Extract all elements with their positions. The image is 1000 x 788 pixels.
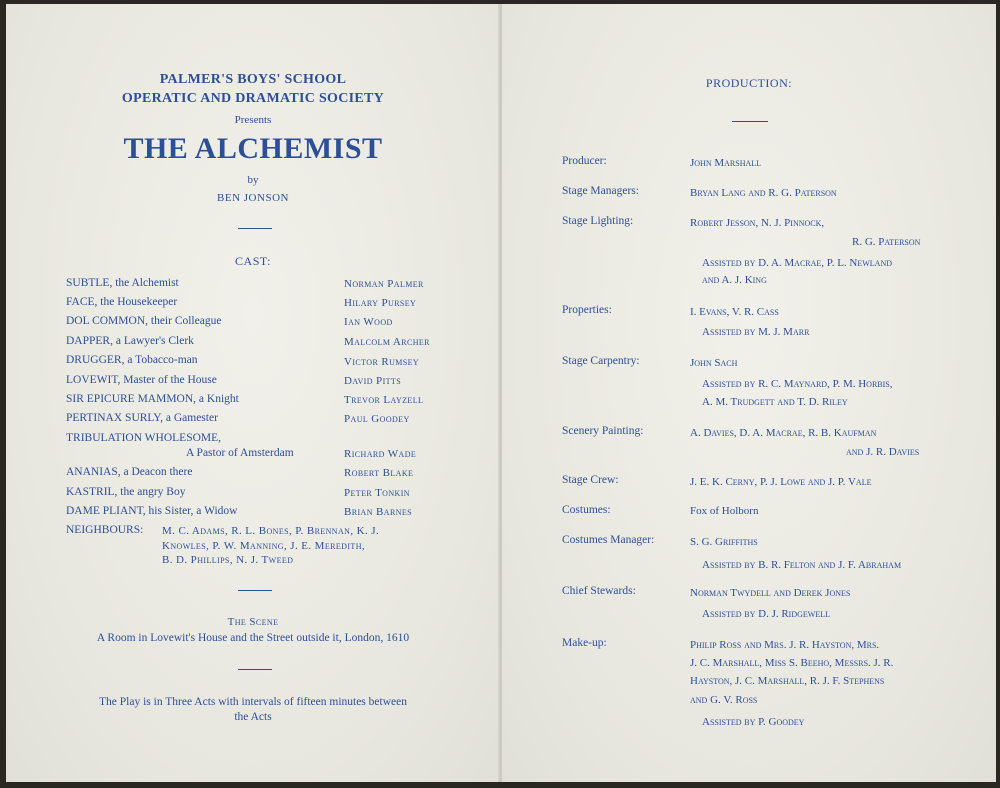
production-label: Costumes Manager: [562,534,655,546]
production-value: S. G. Griffiths [690,536,758,548]
school-name: PALMER'S BOYS' SCHOOL [159,72,347,87]
neighbours-line: B. D. Phillips, N. J. Tweed [162,554,294,566]
play-title: THE ALCHEMIST [123,132,383,165]
production-value: Hayston, J. C. Marshall, R. J. F. Stephens [690,675,885,687]
production-value: I. Evans, V. R. Cass [690,306,779,318]
production-assist: Assisted by D. A. Macrae, P. L. Newland [702,257,893,269]
production-value: R. G. Paterson [852,236,921,248]
cast-role: PERTINAX SURLY, a Gamester [66,412,218,424]
production-assist: Assisted by D. J. Ridgewell [702,608,830,620]
cast-role: DAPPER, a Lawyer's Clerk [66,335,194,347]
production-assist: A. M. Trudgett and T. D. Riley [702,396,848,408]
production-label: Costumes: [562,504,611,516]
production-value: Philip Ross and Mrs. J. R. Hayston, Mrs. [690,639,880,651]
cast-role: DOL COMMON, their Colleague [66,315,222,327]
divider [238,228,272,229]
production-label: Stage Managers: [562,185,639,197]
cast-role: DAME PLIANT, his Sister, a Widow [66,505,238,517]
production-value: John Sach [690,357,738,369]
cast-role: FACE, the Housekeeper [66,296,178,308]
production-value: Fox of Holborn [690,505,759,517]
cast-actor: David Pitts [344,375,402,387]
divider [238,669,272,670]
cast-heading: CAST: [235,254,271,268]
production-label: Scenery Painting: [562,425,644,437]
scene-heading: The Scene [227,616,279,628]
production-value: Robert Jesson, N. J. Pinnock, [690,217,825,229]
cast-actor: Brian Barnes [344,506,413,518]
cast-role: LOVEWIT, Master of the House [66,374,217,386]
cast-actor: Richard Wade [344,448,417,460]
production-assist: Assisted by R. C. Maynard, P. M. Horbis, [702,378,893,390]
production-value: Norman Twydell and Derek Jones [690,587,851,599]
cast-role: TRIBULATION WHOLESOME, [66,432,222,444]
neighbours-line: Knowles, P. W. Manning, J. E. Meredith, [162,540,366,552]
cast-actor: Trevor Layzell [344,394,424,406]
production-assist: and A. J. King [702,274,767,286]
society-name: OPERATIC AND DRAMATIC SOCIETY [121,91,385,106]
cast-role: ANANIAS, a Deacon there [66,466,193,478]
production-label: Producer: [562,155,607,167]
cast-actor: Paul Goodey [344,413,410,425]
production-value: J. E. K. Cerny, P. J. Lowe and J. P. Vale [690,476,872,488]
production-assist: Assisted by M. J. Marr [702,326,810,338]
cast-actor: Malcolm Archer [344,336,430,348]
presents-text: Presents [234,114,272,126]
acts-line: the Acts [234,711,272,723]
production-label: Make-up: [562,637,607,649]
production-label: Stage Lighting: [562,215,634,227]
production-heading: PRODUCTION: [705,76,793,90]
right-page [502,4,996,782]
production-label: Stage Carpentry: [562,355,640,367]
cast-actor: Victor Rumsey [344,356,420,368]
production-value: Bryan Lang and R. G. Paterson [690,187,837,199]
production-value: A. Davies, D. A. Macrae, R. B. Kaufman [690,427,877,439]
cast-role: SIR EPICURE MAMMON, a Knight [66,393,239,405]
neighbours-line: M. C. Adams, R. L. Bones, P. Brennan, K. J. [162,525,380,537]
cast-role: DRUGGER, a Tobacco-man [66,354,198,366]
production-value: John Marshall [690,157,762,169]
author-name: BEN JONSON [217,192,289,204]
cast-actor: Ian Wood [344,316,393,328]
cast-role: A Pastor of Amsterdam [186,447,294,459]
production-label: Stage Crew: [562,474,619,486]
cast-role: KASTRIL, the angry Boy [66,486,186,498]
cast-actor: Norman Palmer [344,278,424,290]
production-assist: Assisted by B. R. Felton and J. F. Abraham [702,559,902,571]
divider [732,121,768,122]
divider [238,590,272,591]
cast-actor: Hilary Pursey [344,297,417,309]
production-value: and G. V. Ross [690,694,758,706]
neighbours-label: NEIGHBOURS: [66,524,144,536]
production-value: and J. R. Davies [846,446,920,458]
scene-text: A Room in Lovewit's House and the Street outside it, London, 1610 [96,632,410,644]
acts-line: The Play is in Three Acts with intervals of fifteen minutes between [99,696,407,708]
cast-actor: Robert Blake [344,467,414,479]
production-label: Chief Stewards: [562,585,636,597]
left-page [6,4,500,782]
production-assist: Assisted by P. Goodey [702,716,805,728]
production-value: J. C. Marshall, Miss S. Beeho, Messrs. J. R. [690,657,894,669]
production-label: Properties: [562,304,612,316]
cast-actor: Peter Tonkin [344,487,410,499]
cast-role: SUBTLE, the Alchemist [66,277,179,289]
by-text: by [247,174,259,186]
